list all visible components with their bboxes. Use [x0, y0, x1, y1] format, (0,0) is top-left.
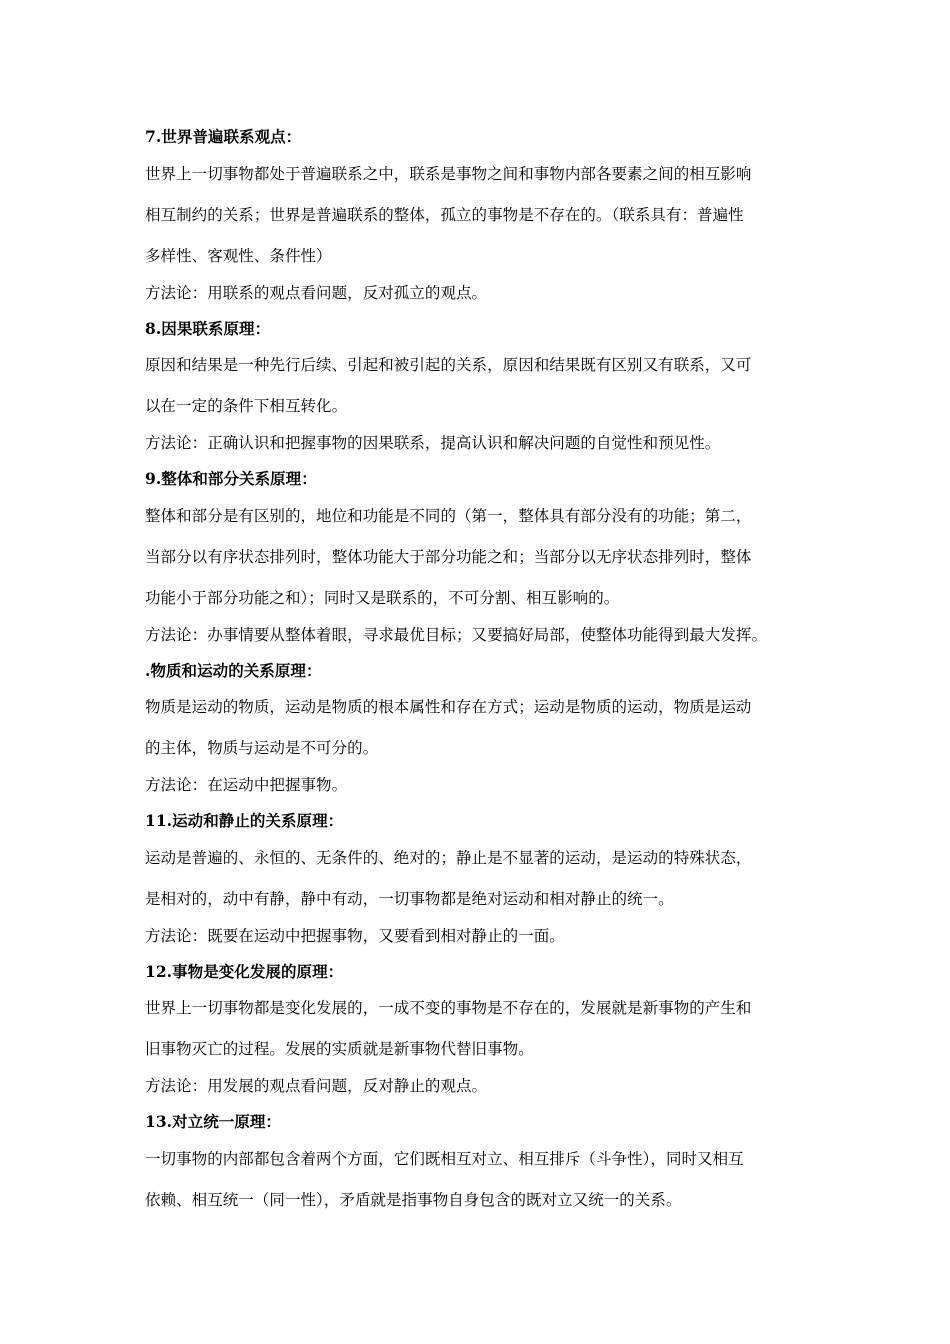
body-line: 的主体，物质与运动是不可分的。 [145, 739, 379, 757]
body-line: 当部分以有序状态排列时，整体功能大于部分功能之和；当部分以无序状态排列时，整体 [145, 548, 752, 566]
body-line: 原因和结果是一种先行后续、引起和被引起的关系，原因和结果既有区别又有联系，又可 [145, 356, 752, 374]
body-line: 功能小于部分功能之和）；同时又是联系的，不可分割、相互影响的。 [145, 589, 620, 607]
method-line: 方法论：既要在运动中把握事物，又要看到相对静止的一面。 [145, 927, 565, 945]
section-heading: 8.因果联系原理： [145, 319, 271, 338]
section-heading: 9.整体和部分关系原理： [145, 469, 317, 488]
method-line: 方法论：用发展的观点看问题，反对静止的观点。 [145, 1077, 488, 1095]
section-heading: 11.运动和静止的关系原理： [145, 811, 344, 830]
body-line: 运动是普遍的、永恒的、无条件的、绝对的；静止是不显著的运动，是运动的特殊状态， [145, 849, 752, 867]
section-heading: 12.事物是变化发展的原理： [145, 962, 344, 981]
method-line: 方法论：在运动中把握事物。 [145, 776, 348, 794]
body-line: 是相对的，动中有静，静中有动，一切事物都是绝对运动和相对静止的统一。 [145, 890, 674, 908]
body-line: 世界上一切事物都处于普遍联系之中，联系是事物之间和事物内部各要素之间的相互影响 [145, 165, 752, 183]
body-line: 一切事物的内部都包含着两个方面，它们既相互对立、相互排斥（斗争性），同时又相互 [145, 1150, 744, 1168]
body-line: 世界上一切事物都是变化发展的，一成不变的事物是不存在的，发展就是新事物的产生和 [145, 999, 752, 1017]
body-line: 依赖、相互统一（同一性），矛盾就是指事物自身包含的既对立又统一的关系。 [145, 1191, 682, 1209]
section-heading: .物质和运动的关系原理： [145, 661, 322, 680]
body-line: 旧事物灭亡的过程。发展的实质就是新事物代替旧事物。 [145, 1040, 534, 1058]
method-line: 方法论：正确认识和把握事物的因果联系，提高认识和解决问题的自觉性和预见性。 [145, 434, 721, 452]
body-line: 以在一定的条件下相互转化。 [145, 397, 348, 415]
method-line: 方法论：用联系的观点看问题，反对孤立的观点。 [145, 284, 488, 302]
body-line: 相互制约的关系；世界是普遍联系的整体，孤立的事物是不存在的。（联系具有：普遍性 [145, 206, 744, 224]
section-heading: 7.世界普遍联系观点： [145, 127, 302, 146]
method-line: 方法论：办事情要从整体着眼，寻求最优目标；又要搞好局部，使整体功能得到最大发挥。 [145, 626, 768, 644]
body-line: 多样性、客观性、条件性） [145, 247, 332, 265]
body-line: 物质是运动的物质，运动是物质的根本属性和存在方式；运动是物质的运动，物质是运动 [145, 698, 752, 716]
section-heading: 13.对立统一原理： [145, 1112, 281, 1131]
body-line: 整体和部分是有区别的，地位和功能是不同的（第一，整体具有部分没有的功能；第二， [145, 507, 752, 525]
